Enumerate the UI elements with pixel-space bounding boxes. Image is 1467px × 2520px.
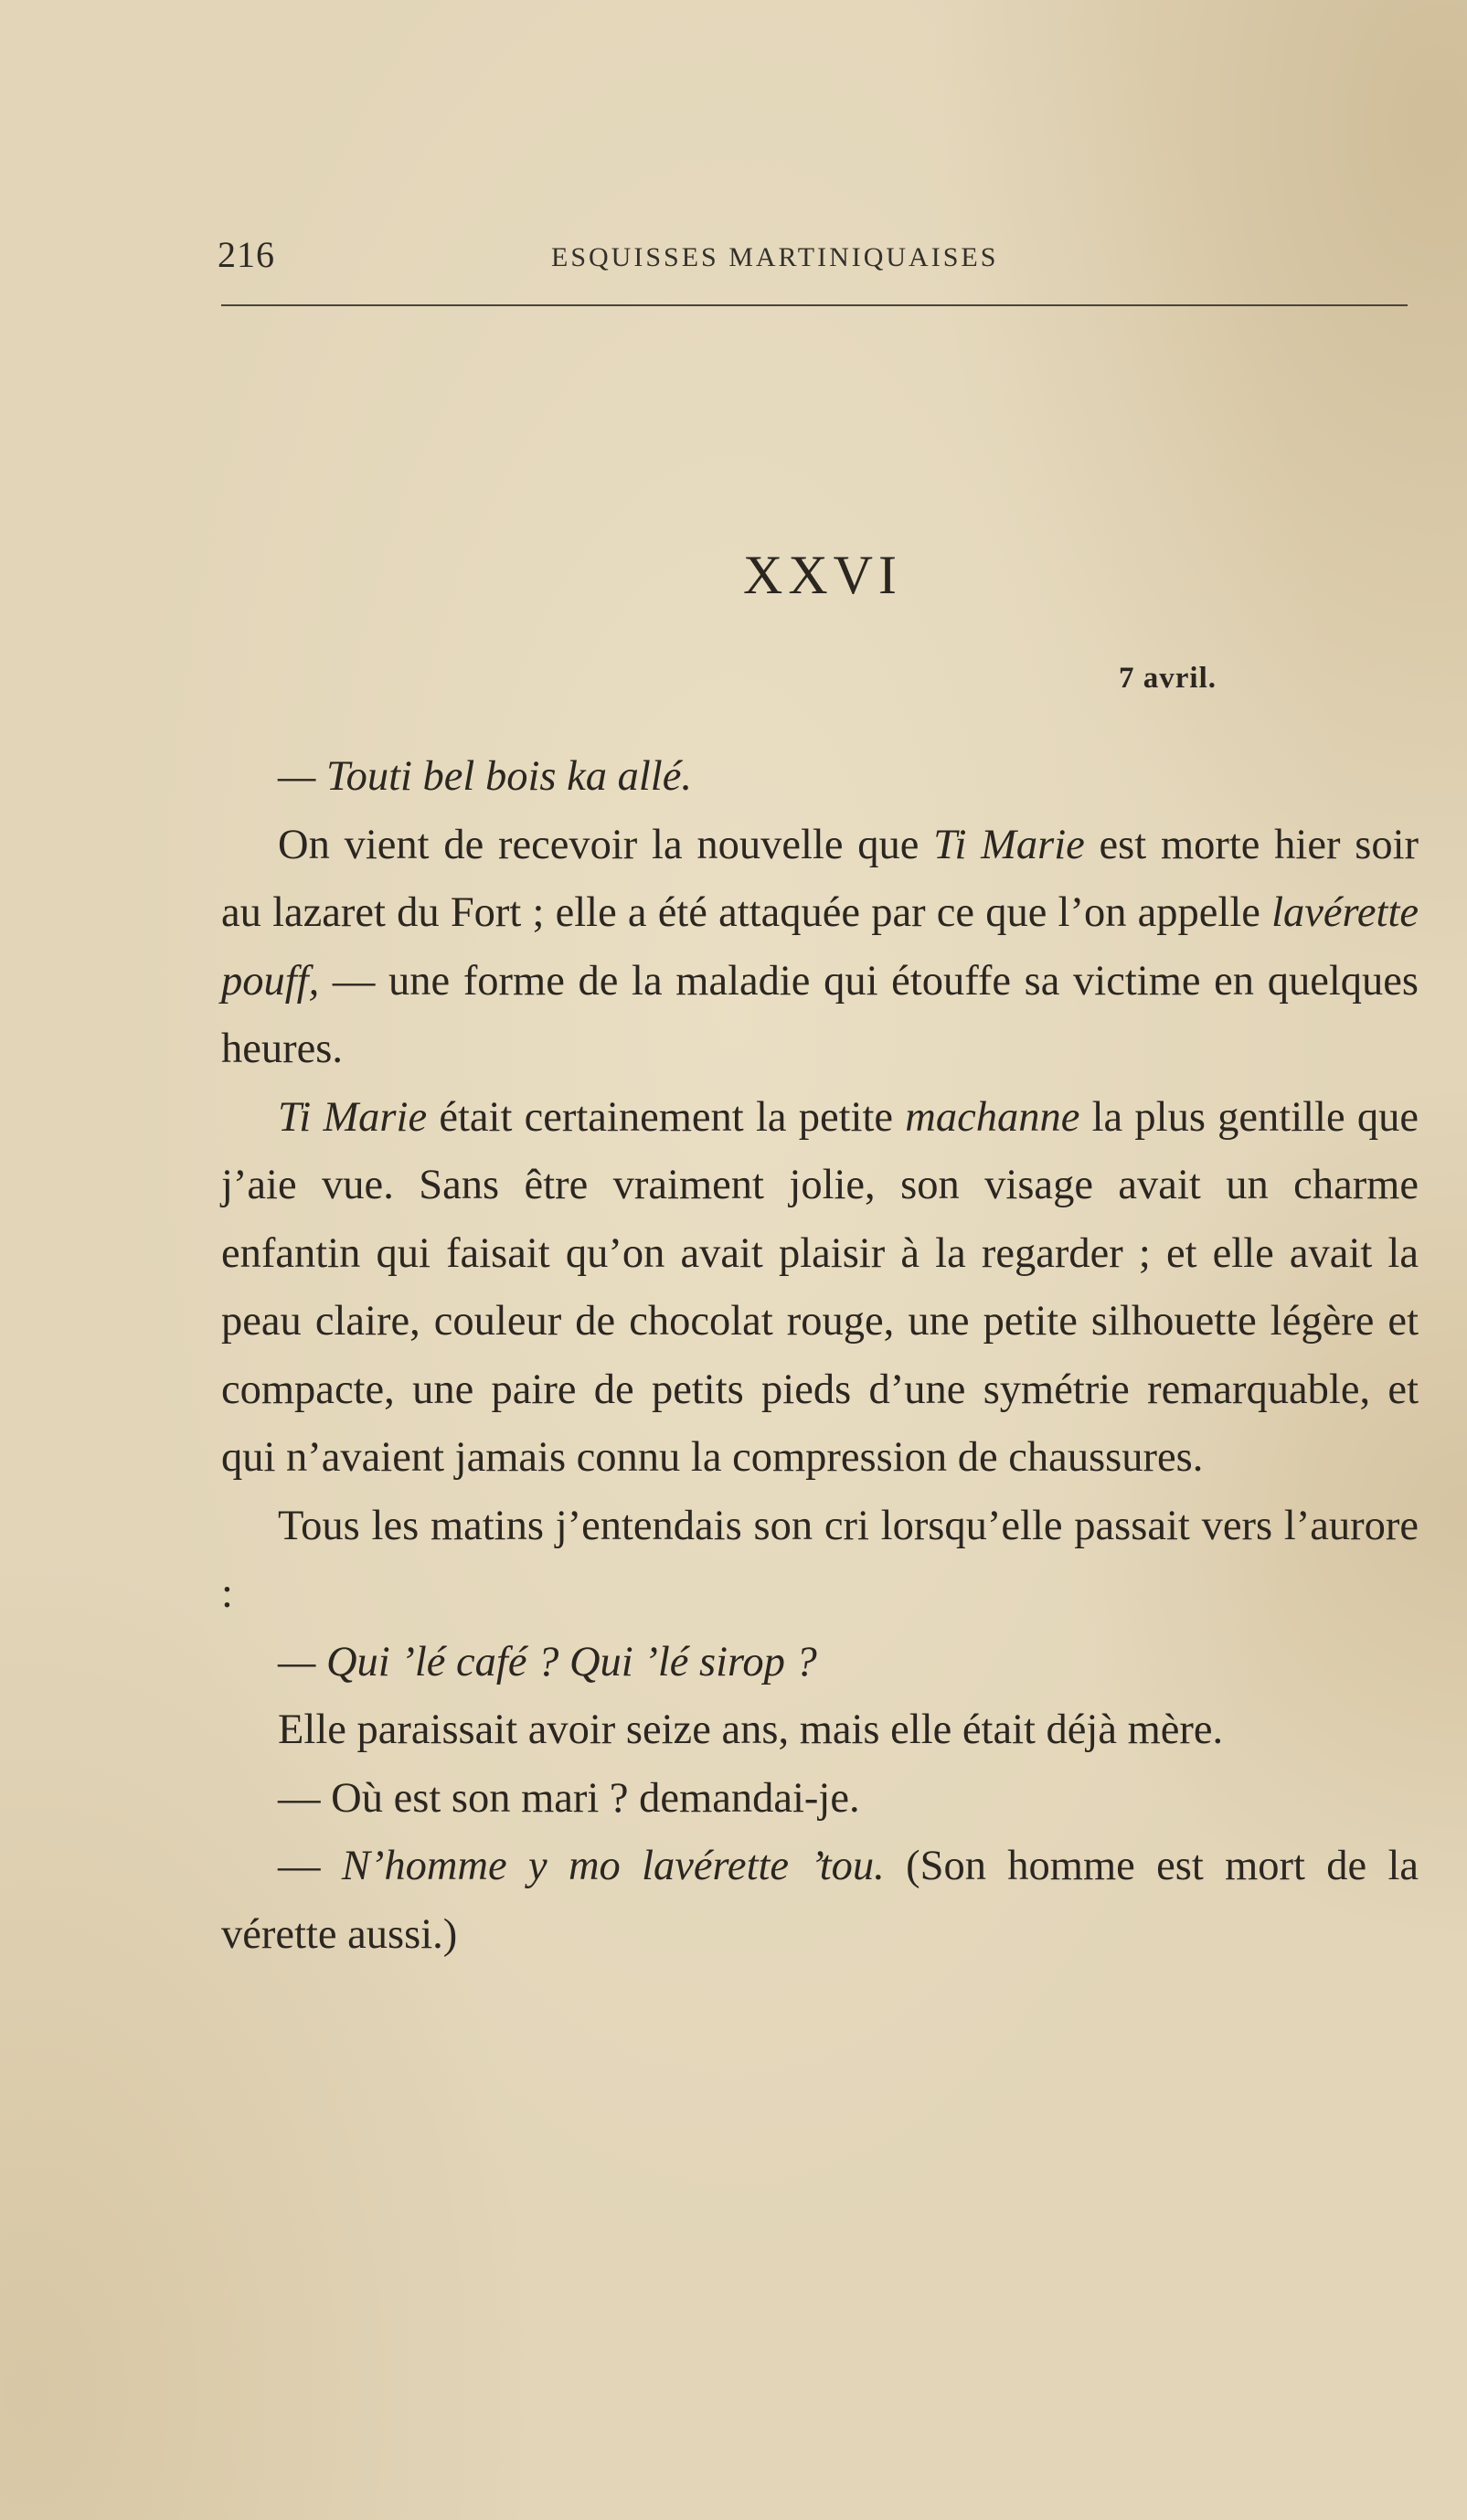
paragraph-5 bbox=[221, 1629, 1419, 1697]
paragraph-3-part-d: la plus gentille que j’aie vue. Sans être vraiment jolie, son visage avait un charme enfantin qui faisait qu’on avait plaisir à la regarder ; et elle avait la peau claire, couleur de chocolat rouge, une petite silhouette légère et compacte, une paire de petits pieds d’une symétrie remarquable, et qui n’avaient jamais connu la compression de chaussures. bbox=[221, 1093, 1419, 1481]
paragraph-3 bbox=[221, 1084, 1419, 1493]
chapter-number: XXVI bbox=[743, 545, 902, 605]
paragraph-2-part-e: — une forme de la maladie qui étouffe sa victime en quelques heures. bbox=[221, 957, 1419, 1072]
paragraph-7: — Où est son mari ? demandai-je. bbox=[278, 1774, 860, 1822]
paragraph-3-machanne: machanne bbox=[905, 1093, 1080, 1141]
paragraph-4: Tous les matins j’entendais son cri lorsqu’elle passait vers l’aurore : bbox=[221, 1502, 1419, 1617]
running-title: ESQUISSES MARTINIQUAISES bbox=[551, 242, 999, 272]
page-number: 216 bbox=[218, 234, 275, 275]
paragraph-2-part-a: On vient de recevoir la nouvelle que bbox=[278, 821, 934, 868]
paragraph-8-translation: (Son homme est mort de la vérette aussi.) bbox=[221, 1843, 1419, 1958]
paragraph-3-name: Ti Marie bbox=[278, 1093, 428, 1141]
paragraph-2 bbox=[221, 812, 1419, 1084]
paragraph-2-disease: lavérette pouff, bbox=[221, 889, 1419, 1005]
chapter-date: 7 avril. bbox=[1119, 662, 1217, 695]
paragraph-8-dash: — bbox=[278, 1843, 342, 1889]
body-text bbox=[221, 743, 1419, 1969]
running-head bbox=[218, 233, 1408, 288]
creole-proverb: — Touti bel bois ka allé. bbox=[278, 753, 692, 800]
paragraph-8-creole: N’homme y mo lavérette ’tou. bbox=[341, 1843, 885, 1889]
paragraph-1 bbox=[221, 743, 1419, 812]
paragraph-2-name: Ti Marie bbox=[933, 821, 1085, 868]
paragraph-6: Elle paraissait avoir seize ans, mais elle était déjà mère. bbox=[278, 1707, 1224, 1753]
paragraph-8 bbox=[221, 1833, 1419, 1969]
street-cry: — Qui ’lé café ? Qui ’lé sirop ? bbox=[278, 1638, 817, 1685]
header-rule bbox=[221, 304, 1408, 306]
paragraph-3-part-b: était certainement la petite bbox=[427, 1093, 906, 1141]
paragraph-2-part-c: est morte hier soir au lazaret du Fort ; elle a été attaquée par ce que l’on appelle bbox=[221, 821, 1419, 936]
